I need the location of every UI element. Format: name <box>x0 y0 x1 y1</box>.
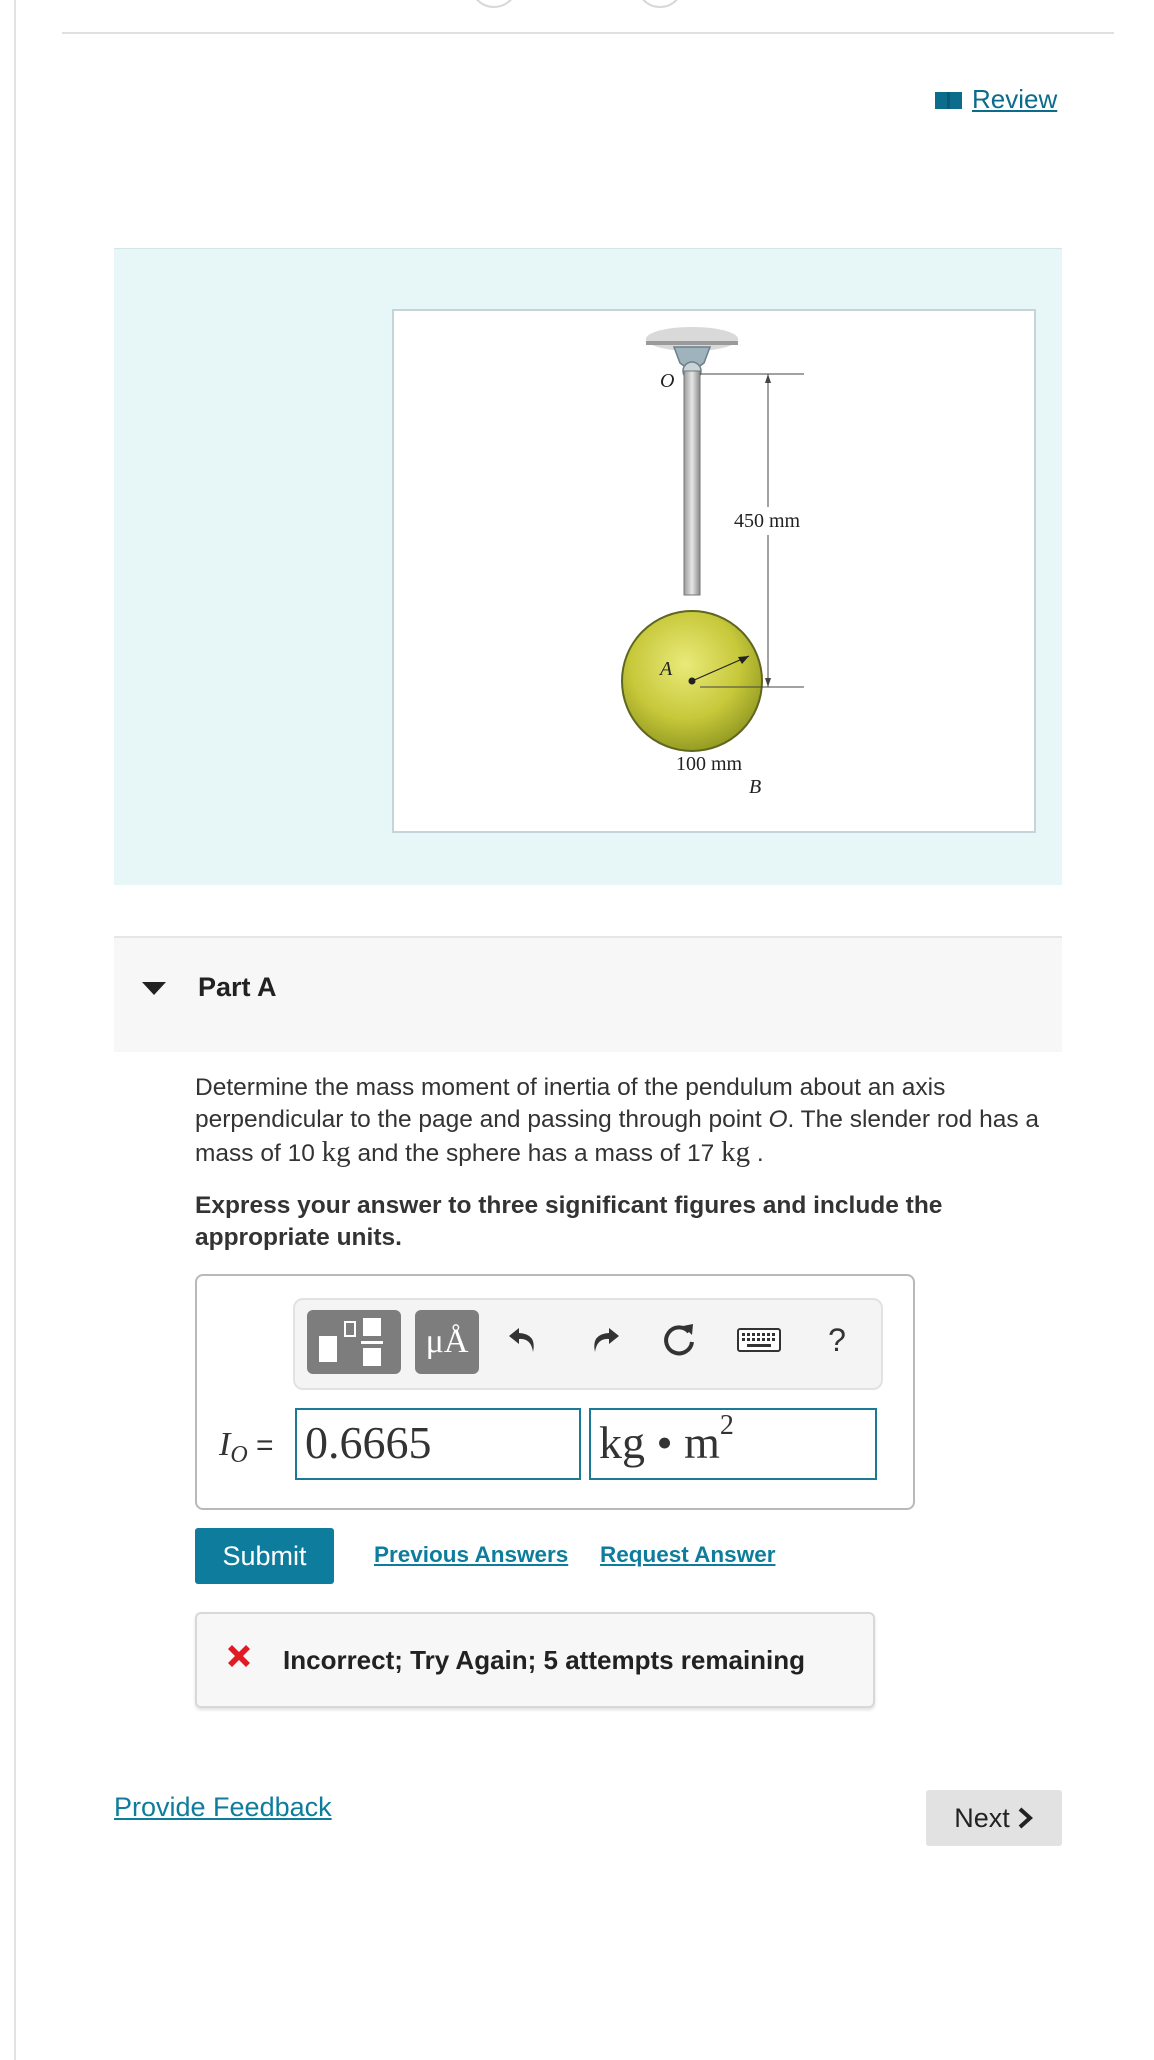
instruction-text: Express your answer to three significant figures and include the appropriate units. <box>195 1192 943 1251</box>
answer-box <box>195 1274 915 1510</box>
top-divider <box>62 32 1114 34</box>
chevron-right-icon <box>1016 1806 1034 1830</box>
next-label: Next <box>954 1802 1010 1833</box>
unit-input[interactable] <box>589 1408 877 1480</box>
question-text-2: . The slender rod has a mass of 10 <box>195 1106 1040 1167</box>
review-link[interactable] <box>934 84 1057 115</box>
rod-length-label: 450 mm <box>733 510 801 532</box>
submit-button[interactable]: Submit <box>195 1528 334 1584</box>
book-icon <box>934 90 964 110</box>
math-toolbar <box>293 1298 883 1390</box>
equals-sign: = <box>256 1429 274 1462</box>
keyboard-icon[interactable] <box>731 1316 787 1364</box>
sphere-radius-label: 100 mm <box>676 753 743 775</box>
slender-rod <box>684 371 700 595</box>
unit-kg: kg <box>321 1136 351 1168</box>
question-text <box>195 1072 1065 1170</box>
previous-answers-link[interactable]: Previous Answers <box>374 1542 569 1567</box>
dim-arrow-top <box>765 374 771 383</box>
unit-exponent: 2 <box>719 1410 734 1441</box>
redo-icon[interactable] <box>581 1316 629 1364</box>
answer-label <box>219 1426 274 1469</box>
help-icon[interactable]: ? <box>828 1321 846 1358</box>
next-button[interactable] <box>926 1790 1062 1846</box>
question-text-1: Determine the mass moment of inertia of the pendulum about an axis perpendicular to the page and passing through point <box>195 1074 946 1133</box>
pendulum-diagram <box>394 311 1034 831</box>
pendulum-figure <box>392 309 1036 833</box>
caret-down-icon <box>142 982 166 995</box>
variable-symbol: I <box>219 1426 231 1463</box>
review-label: Review <box>972 84 1058 114</box>
question-point: O <box>768 1106 788 1133</box>
nav-circle <box>636 0 684 8</box>
error-x-icon <box>223 1640 255 1672</box>
point-a-label: A <box>660 658 673 680</box>
nav-circle <box>470 0 518 8</box>
point-o-label: O <box>660 370 675 392</box>
question-text-3: and the sphere has a mass of 17 <box>350 1140 722 1167</box>
units-button[interactable]: μÅ <box>415 1310 479 1374</box>
value-input[interactable]: 0.6665 <box>295 1408 581 1480</box>
left-border <box>14 0 16 2060</box>
templates-icon <box>307 1310 401 1374</box>
undo-icon[interactable] <box>499 1316 547 1364</box>
feedback-text: Incorrect; Try Again; 5 attempts remaining <box>283 1645 806 1675</box>
figure-panel <box>114 248 1062 885</box>
point-b-label: B <box>749 776 762 798</box>
part-title: Part A <box>198 972 277 1002</box>
unit-kg: kg <box>721 1136 751 1168</box>
dim-arrow-bottom <box>765 678 771 687</box>
reset-icon[interactable] <box>655 1316 703 1364</box>
feedback-message-box <box>195 1612 875 1708</box>
unit-text: kg • m <box>599 1417 720 1468</box>
variable-subscript: O <box>230 1442 248 1468</box>
question-text-4: . <box>750 1140 764 1167</box>
provide-feedback-link[interactable]: Provide Feedback <box>114 1792 332 1822</box>
ceiling-plate <box>646 341 738 345</box>
part-a-header[interactable] <box>114 936 1062 1052</box>
request-answer-link[interactable]: Request Answer <box>600 1542 776 1567</box>
templates-button[interactable] <box>307 1310 401 1374</box>
